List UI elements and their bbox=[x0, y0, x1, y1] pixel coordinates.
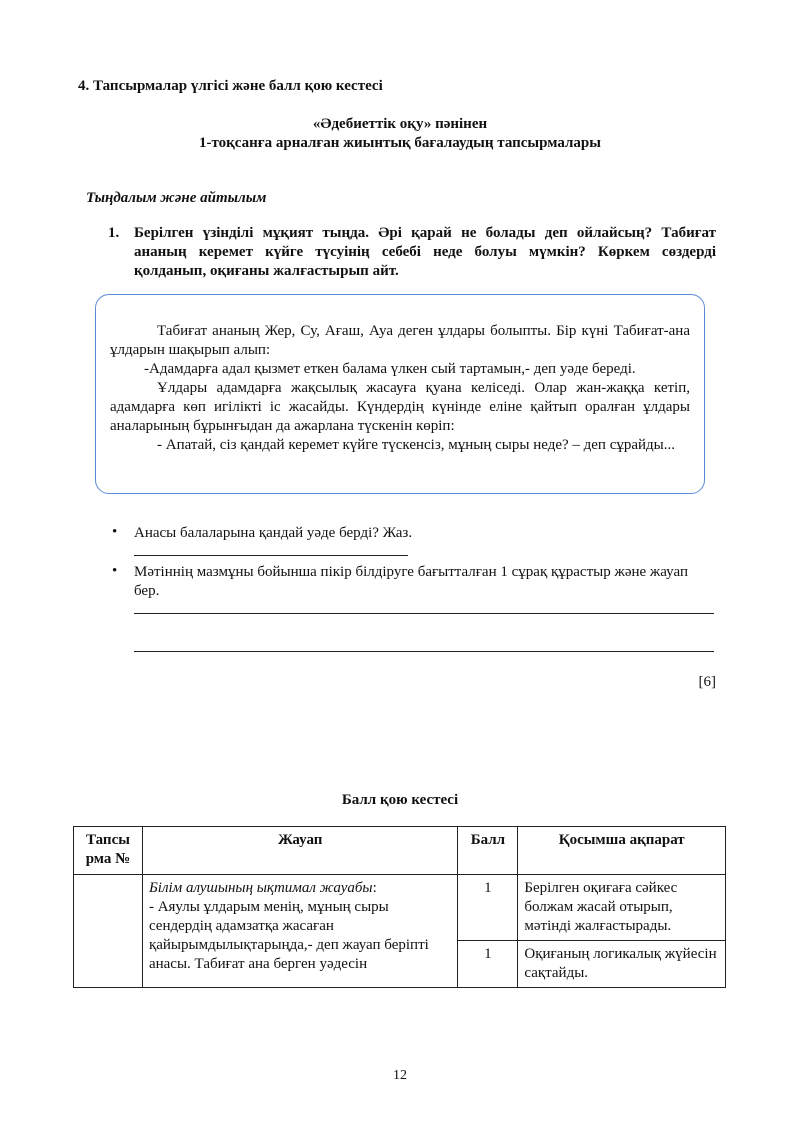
task-number-cell bbox=[74, 875, 143, 988]
scoring-table bbox=[73, 826, 726, 988]
answer-line[interactable] bbox=[134, 555, 408, 556]
answer-text: - Аяулы ұлдарым менің, мұның сыры сендердің адамзатқа жасаған қайырымдылықтарыңда,- деп жауап беріпті анасы. Табиғат ана берген уәдесін bbox=[148, 899, 429, 972]
column-task-number: Тапсы рма № bbox=[74, 827, 143, 875]
assessment-subject: «Әдебиеттік оқу» пәнінен bbox=[312, 116, 488, 132]
answer-label: Білім алушының ықтимал жауабы bbox=[148, 880, 373, 896]
table-row bbox=[74, 875, 726, 941]
page-number: 12 bbox=[393, 1068, 407, 1083]
bullet-marker: • bbox=[112, 563, 118, 579]
section-title: 4. Тапсырмалар үлгісі және балл қою кестесі bbox=[78, 78, 383, 94]
bullet-marker: • bbox=[112, 524, 118, 540]
column-answer: Жауап bbox=[142, 827, 457, 875]
task-1 bbox=[108, 224, 716, 281]
total-score: [6] bbox=[698, 674, 716, 690]
answer-cell: Білім алушының ықтимал жауабы: - Аяулы ұлдарым менің, мұның сыры сендердің адамзатқа жасаған қайырымдылықтарыңда,- деп жауап беріпті анасы. Табиғат ана берген уәдесін bbox=[142, 875, 457, 988]
table-header-row bbox=[74, 827, 726, 875]
task-instruction: Берілген үзінділі мұқият тыңда. Әрі қарай не болады деп ойлайсың? Табиғат ананың керемет күйге түсуінің себебі неде болуы мүмкін? Көркем сөздерді қолданып, оқиғаны жалғастырып айт. bbox=[134, 225, 716, 279]
points-cell: 1 bbox=[458, 875, 518, 941]
question-1-text: Анасы балаларына қандай уәде берді? Жаз. bbox=[134, 525, 413, 541]
task-number: 1. bbox=[108, 225, 120, 241]
story-paragraph-2: -Адамдарға адал қызмет еткен балама үлкен сый тартамын,- деп уәде береді. bbox=[144, 361, 636, 377]
story-paragraph-1: Табиғат ананың Жер, Су, Ағаш, Ауа деген ұлдары болыпты. Бір күні Табиғат-ана ұлдарын шақырып алып: bbox=[110, 323, 690, 358]
info-cell: Берілген оқиғаға сәйкес болжам жасай отырып, мәтінді жалғастырады. bbox=[518, 875, 726, 941]
story-paragraph-4: - Апатай, сіз қандай керемет күйге түскенсіз, мұның сыры неде? – деп сұрайды... bbox=[157, 437, 676, 453]
answer-line[interactable] bbox=[134, 651, 714, 652]
assessment-title: 1-тоқсанға арналған жиынтық бағалаудың тапсырмалары bbox=[199, 135, 601, 151]
column-points: Балл bbox=[458, 827, 518, 875]
story-paragraph-3: Ұлдары адамдарға жақсылық жасауға қуана келіседі. Олар жан-жаққа кетіп, адамдарға көп игілікті іс жасайды. Күндердің күнінде еліне қайтып оралған ұлдары аналарының бұрынғыдан да ажарлана түскенін көріп: bbox=[110, 380, 690, 434]
subheading-listening-speaking: Тыңдалым және айтылым bbox=[86, 190, 267, 206]
scoring-table-title: Балл қою кестесі bbox=[341, 792, 459, 808]
question-2-text: Мәтіннің мазмұны бойынша пікір білдіруге бағытталған 1 сұрақ құрастыр және жауап бер. bbox=[134, 564, 688, 599]
points-cell: 1 bbox=[458, 941, 518, 988]
answer-line[interactable] bbox=[134, 613, 714, 614]
column-additional-info: Қосымша ақпарат bbox=[518, 827, 726, 875]
info-cell: Оқиғаның логикалық жүйесін сақтайды. bbox=[518, 941, 726, 988]
